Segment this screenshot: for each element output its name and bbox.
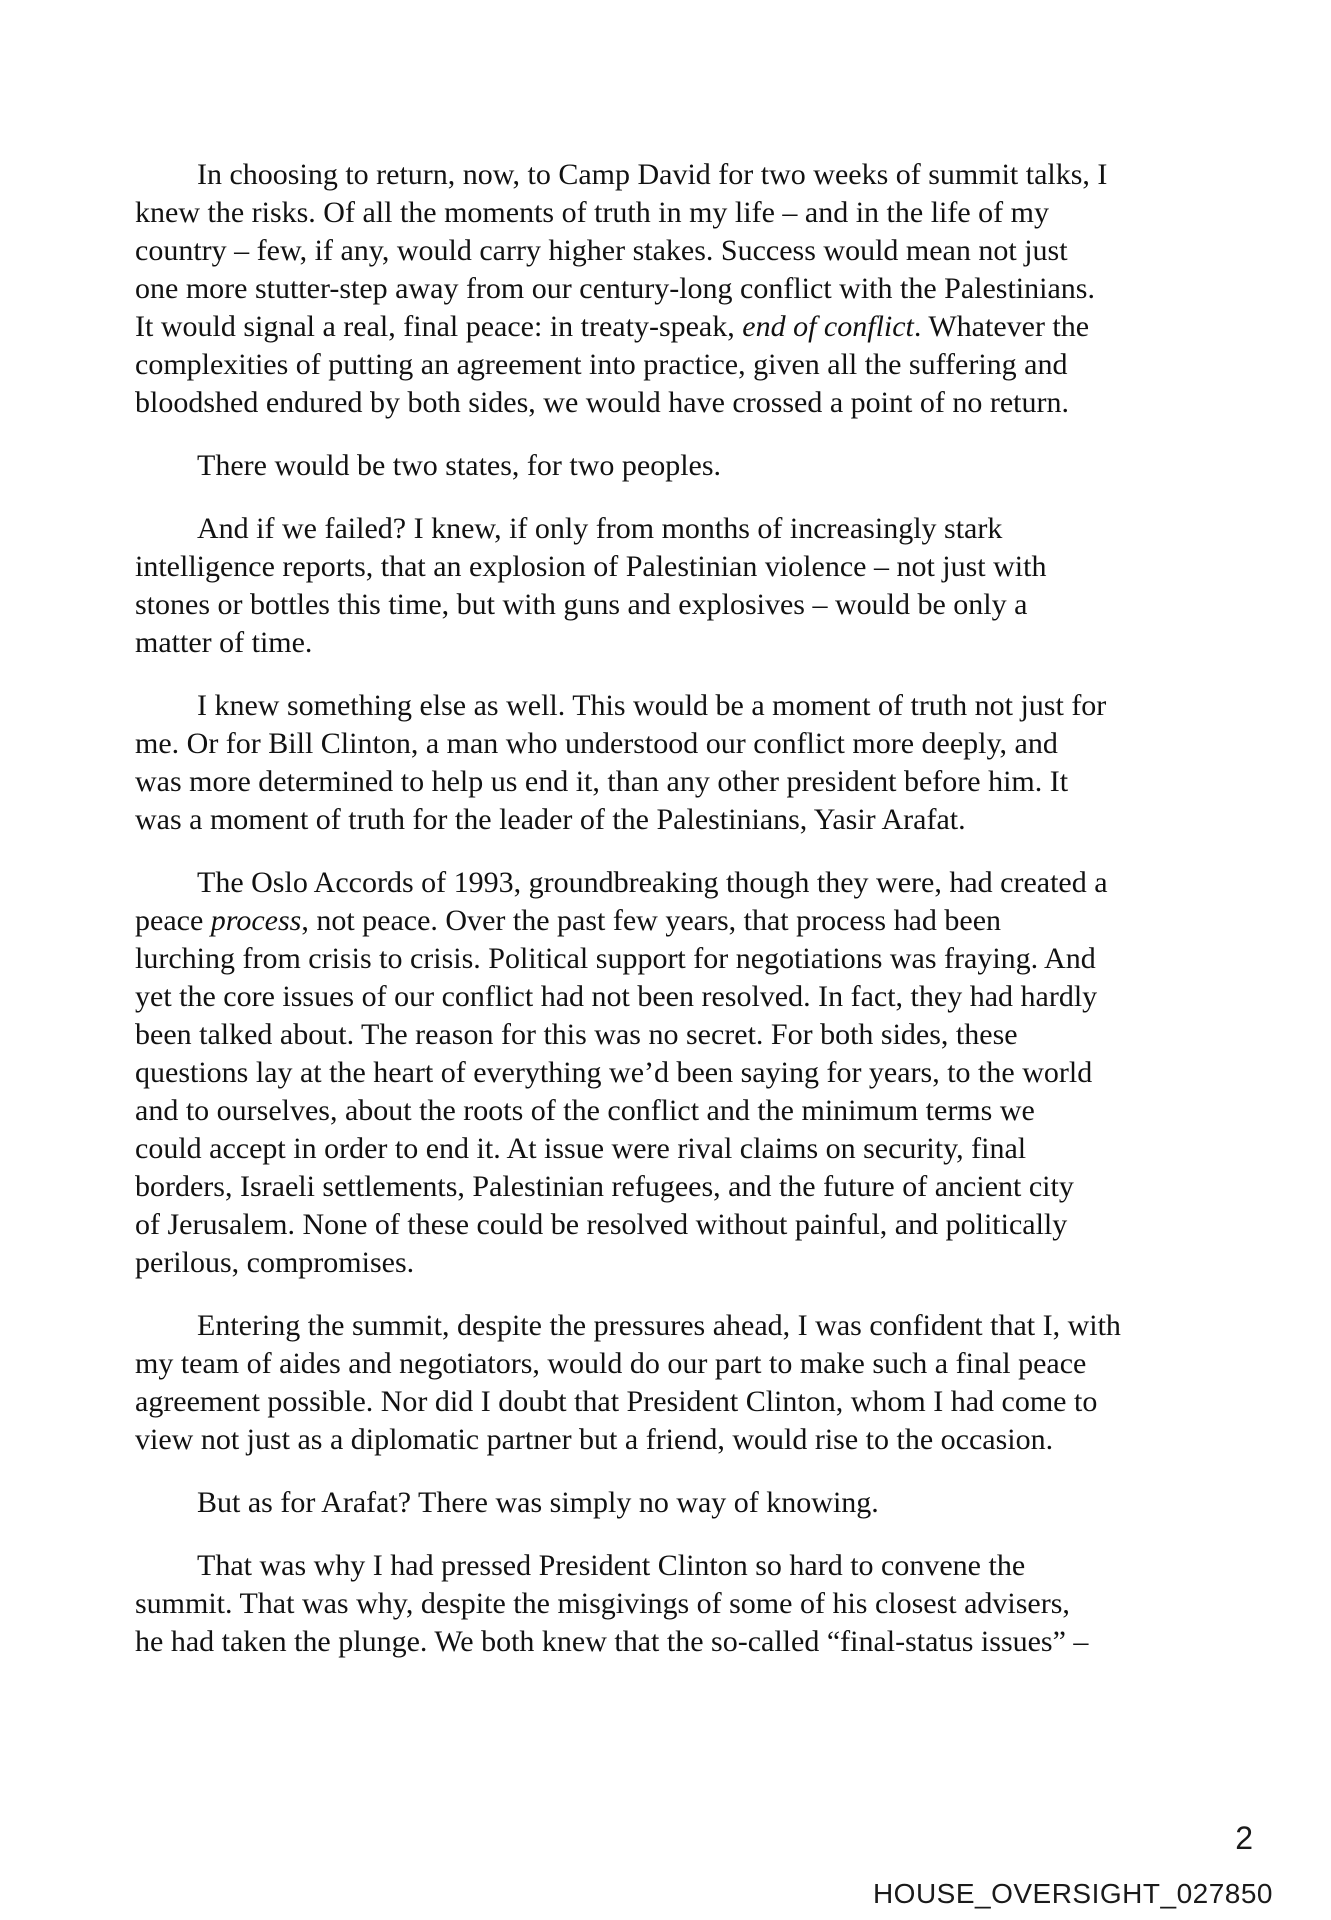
- text-line: view not just as a diplomatic partner but a friend, would rise to the occasion.: [135, 1423, 1054, 1456]
- text-line: he had taken the plunge. We both knew that the so-called “final-status issues” –: [135, 1625, 1089, 1658]
- text-line: could accept in order to end it. At issue were rival claims on security, final: [135, 1132, 1027, 1165]
- text-line: been talked about. The reason for this was no secret. For both sides, these: [135, 1018, 1018, 1051]
- text-segment: peace: [135, 904, 211, 937]
- bates-number: HOUSE_OVERSIGHT_027850: [872, 1878, 1273, 1909]
- text-line: That was why I had pressed President Clinton so hard to convene the: [197, 1549, 1026, 1582]
- text-line: my team of aides and negotiators, would do our part to make such a final peace: [135, 1347, 1087, 1380]
- paragraph-7: [135, 1484, 1295, 1522]
- page-number: 2: [1235, 1820, 1253, 1856]
- italic-text-segment: end of conflict: [742, 310, 914, 343]
- text-segment: . Whatever the: [913, 310, 1090, 343]
- text-line: perilous, compromises.: [135, 1246, 415, 1279]
- paragraph-2: [135, 447, 1295, 485]
- paragraph-4: [135, 687, 1295, 839]
- paragraph-1: [135, 156, 1295, 422]
- text-line: The Oslo Accords of 1993, groundbreaking though they were, had created a: [197, 866, 1108, 899]
- paragraph-8: [135, 1547, 1295, 1661]
- text-line: questions lay at the heart of everything we’d been saying for years, to the world: [135, 1056, 1093, 1089]
- text-line: yet the core issues of our conflict had not been resolved. In fact, they had hardly: [135, 980, 1098, 1013]
- text-segment: , not peace. Over the past few years, that process had been: [301, 904, 1002, 937]
- text-line: was more determined to help us end it, than any other president before him. It: [135, 765, 1069, 798]
- text-line: There would be two states, for two peoples.: [197, 449, 722, 482]
- text-line: lurching from crisis to crisis. Political support for negotiations was fraying. And: [135, 942, 1096, 975]
- text-line: [135, 902, 1295, 940]
- paragraph-6: [135, 1307, 1295, 1459]
- text-line: I knew something else as well. This would be a moment of truth not just for: [197, 689, 1107, 722]
- italic-text-segment: process: [210, 904, 302, 937]
- text-line: country – few, if any, would carry higher stakes. Success would mean not just: [135, 234, 1068, 267]
- text-line: [135, 308, 1295, 346]
- text-segment: It would signal a real, final peace: in treaty-speak,: [135, 310, 743, 343]
- text-line: In choosing to return, now, to Camp David for two weeks of summit talks, I: [197, 158, 1108, 191]
- text-line: me. Or for Bill Clinton, a man who understood our conflict more deeply, and: [135, 727, 1058, 760]
- text-line: was a moment of truth for the leader of the Palestinians, Yasir Arafat.: [135, 803, 966, 836]
- text-line: one more stutter-step away from our century-long conflict with the Palestinians.: [135, 272, 1095, 305]
- text-line: summit. That was why, despite the misgivings of some of his closest advisers,: [135, 1587, 1070, 1620]
- text-line: matter of time.: [135, 626, 313, 659]
- text-line: intelligence reports, that an explosion of Palestinian violence – not just with: [135, 550, 1047, 583]
- paragraph-3: [135, 510, 1295, 662]
- text-line: complexities of putting an agreement into practice, given all the suffering and: [135, 348, 1068, 381]
- text-line: Entering the summit, despite the pressures ahead, I was confident that I, with: [197, 1309, 1121, 1342]
- text-line: But as for Arafat? There was simply no way of knowing.: [197, 1486, 879, 1519]
- text-line: knew the risks. Of all the moments of truth in my life – and in the life of my: [135, 196, 1049, 229]
- text-line: stones or bottles this time, but with guns and explosives – would be only a: [135, 588, 1028, 621]
- paragraph-5: [135, 864, 1295, 1282]
- text-line: borders, Israeli settlements, Palestinian refugees, and the future of ancient city: [135, 1170, 1074, 1203]
- text-line: agreement possible. Nor did I doubt that President Clinton, whom I had come to: [135, 1385, 1098, 1418]
- text-line: bloodshed endured by both sides, we would have crossed a point of no return.: [135, 386, 1069, 419]
- text-line: of Jerusalem. None of these could be resolved without painful, and politically: [135, 1208, 1068, 1241]
- text-line: and to ourselves, about the roots of the conflict and the minimum terms we: [135, 1094, 1035, 1127]
- text-line: And if we failed? I knew, if only from months of increasingly stark: [197, 512, 1003, 545]
- body-text: [135, 156, 1295, 1686]
